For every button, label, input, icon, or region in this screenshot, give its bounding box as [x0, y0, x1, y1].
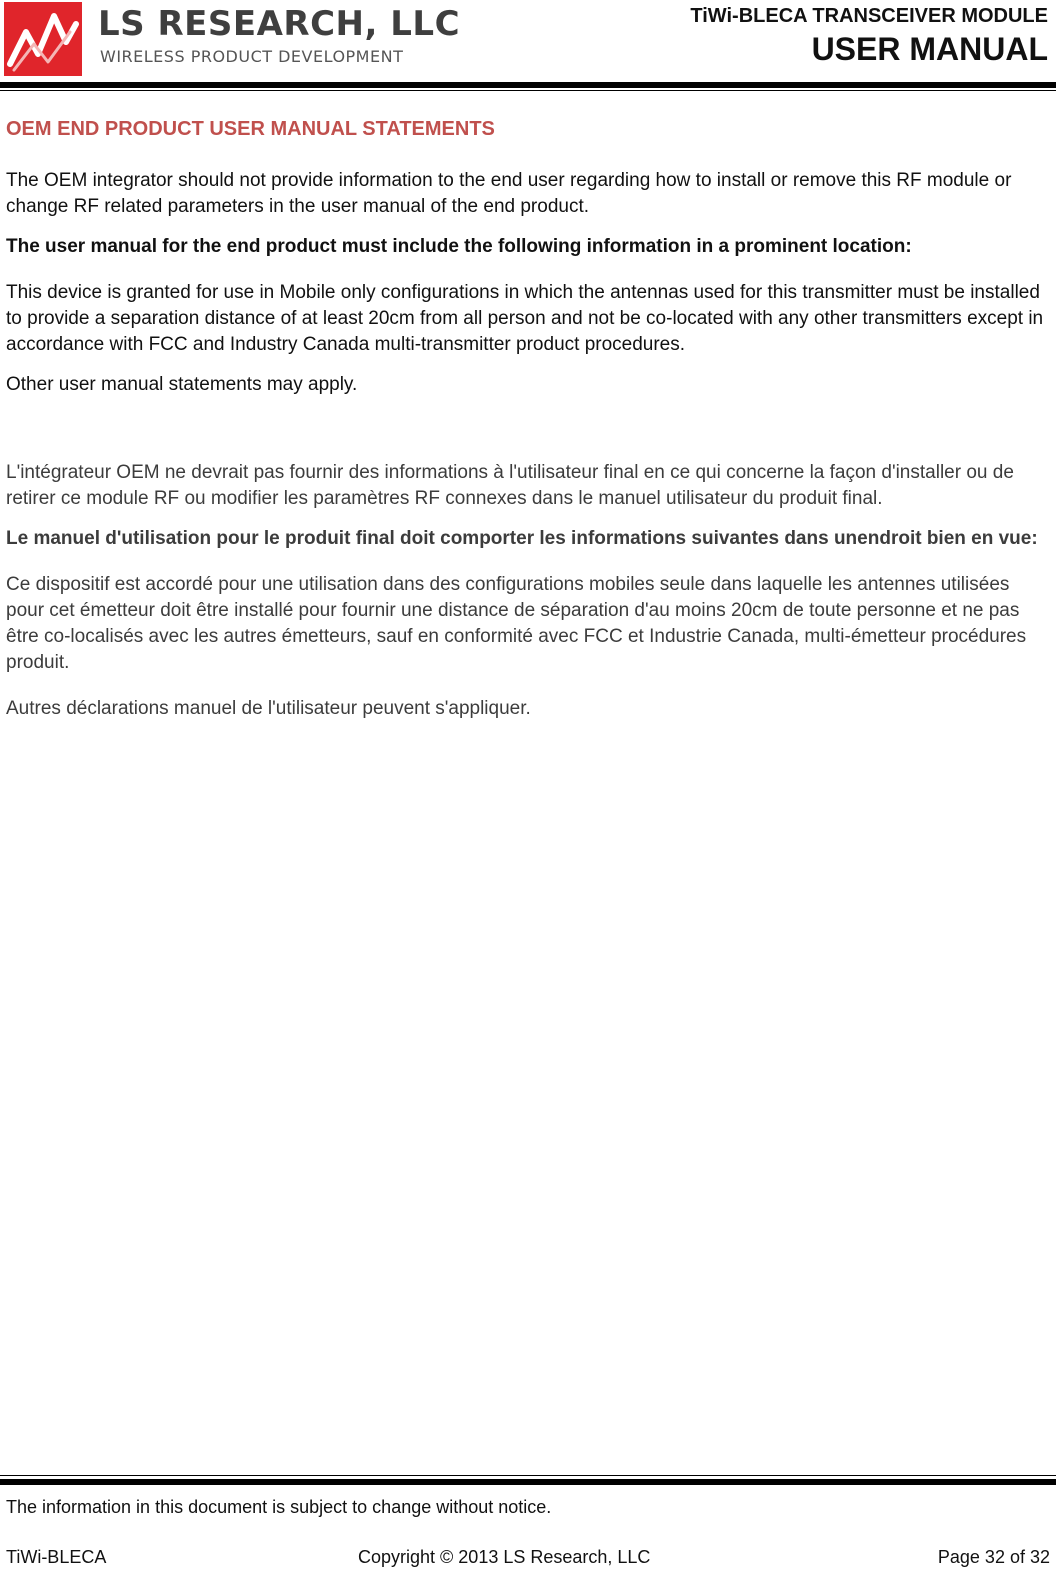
footer-divider: [0, 1479, 1056, 1485]
page-header: [0, 0, 1056, 92]
paragraph-other-statements: Other user manual statements may apply.: [6, 374, 358, 395]
header-divider-thin: [0, 90, 1056, 91]
header-divider: [0, 82, 1056, 88]
footer-page-number: Page 32 of 32: [937, 1547, 1050, 1567]
logo-tagline: WIRELESS PRODUCT DEVELOPMENT: [100, 47, 404, 66]
footer-divider-thin: [0, 1475, 1056, 1476]
document-subtitle: TiWi-BLECA TRANSCEIVER MODULE: [690, 5, 1048, 27]
logo-company-name: LS RESEARCH, LLC: [98, 4, 461, 44]
company-logo: [98, 4, 461, 74]
section-heading: OEM END PRODUCT USER MANUAL STATEMENTS: [6, 118, 495, 140]
paragraph-required-info-heading: The user manual for the end product must include the following information in a prominent location:: [6, 236, 912, 257]
document-title: USER MANUAL: [811, 31, 1048, 67]
footer-copyright: Copyright © 2013 LS Research, LLC: [358, 1547, 651, 1567]
page-content: [6, 110, 1052, 722]
ls-research-logo-mark-icon: [4, 2, 82, 76]
paragraph-fr-other-statements: Autres déclarations manuel de l'utilisateur peuvent s'appliquer.: [6, 698, 531, 719]
footer-product-name: TiWi-BLECA: [6, 1547, 107, 1567]
paragraph-fr-oem-integrator: L'intégrateur OEM ne devrait pas fournir des informations à l'utilisateur final en ce qui concerne la façon d'installer ou de retirer ce module RF ou modifier les paramètres RF connexes dans le manuel utilisateur du produit final.: [6, 462, 1014, 509]
paragraph-mobile-configuration: This device is granted for use in Mobile only configurations in which the antennas used for this transmitter must be installed to provide a separation distance of at least 20cm from all person and not be co-located with any other transmitters except in accordance with FCC and Industry Canada multi-transmitter product procedures.: [6, 282, 1044, 355]
paragraph-fr-mobile-configuration: Ce dispositif est accordé pour une utilisation dans des configurations mobiles seule dans laquelle les antennes utilisées pour cet émetteur doit être installé pour fournir une distance de séparation d'au moins 20cm de toute personne et ne pas être co-localisés avec les autres émetteurs, sauf en conformité avec FCC et Industrie Canada, multi-émetteur procédures produit.: [6, 574, 1027, 673]
paragraph-fr-required-info-heading: Le manuel d'utilisation pour le produit final doit comporter les informations suivantes dans unendroit bien en vue:: [6, 528, 1038, 549]
footer-notice: The information in this document is subject to change without notice.: [6, 1497, 552, 1517]
paragraph-oem-integrator: The OEM integrator should not provide information to the end user regarding how to install or remove this RF module or change RF related parameters in the user manual of the end product.: [6, 170, 1012, 217]
